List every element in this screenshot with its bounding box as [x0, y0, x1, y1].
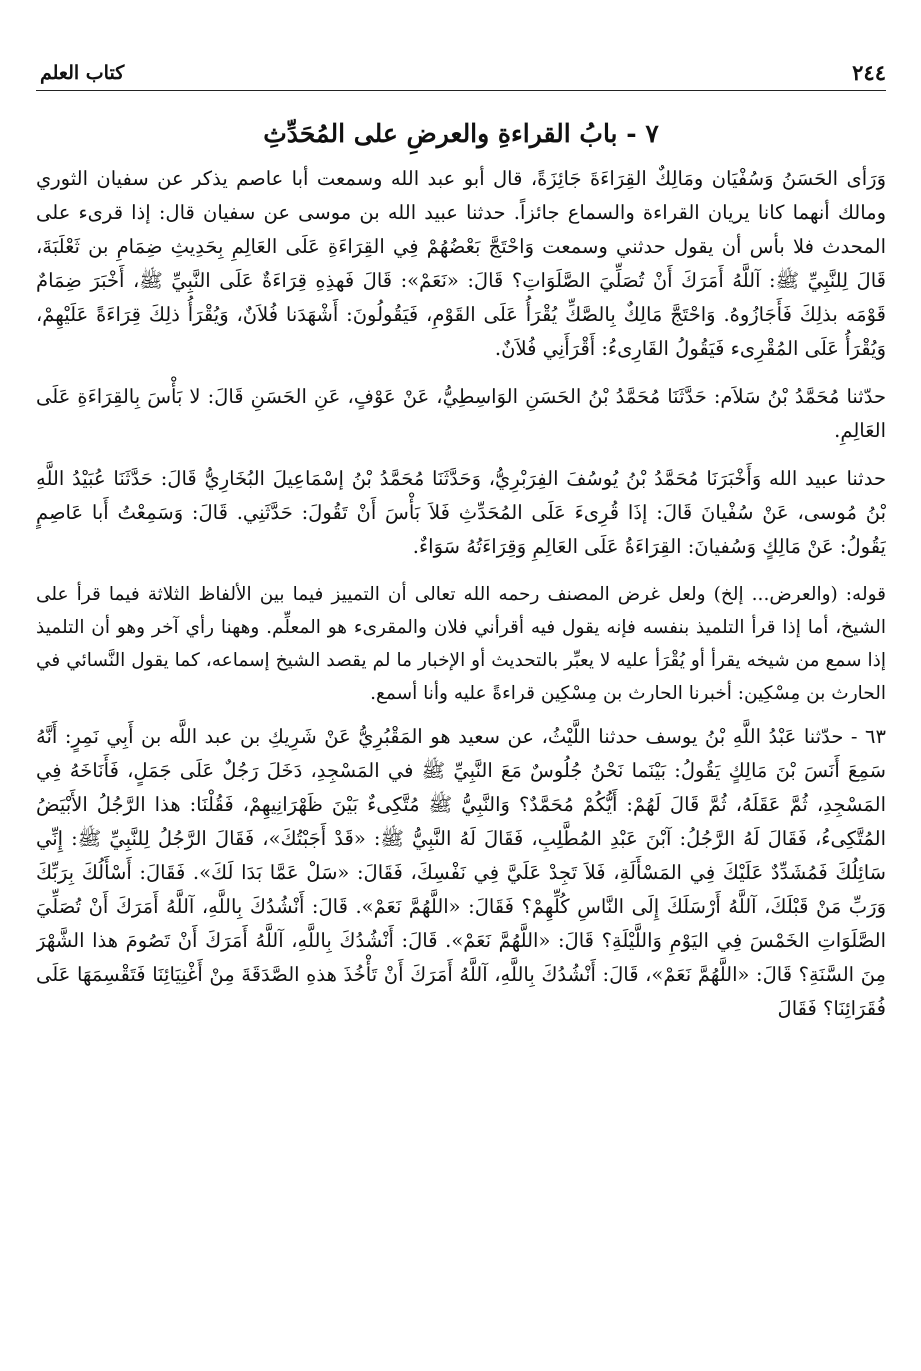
paragraph-commentary: قوله: (والعرض... إلخ) ولعل غرض المصنف رحمه الله تعالى أن التمييز فيما بين الألفاظ الثلاثة فيما قرأ على الشيخ، أما إذا قرأ التلميذ بنفسه فإنه يقول فيه أقرأني فلان والمقرىء هو المعلِّم. وههنا رأي آخر وهو أن التلميذ إذا سمع من شيخه يقرأ أو يُقْرَأ عليه لا يعبِّر بالتحديث أو الإخبار ما لم يقصد الشيخ إسماعه، كما يقول النَّسائي في الحارث بن مِسْكِين: أخبرنا الحارث بن مِسْكِين قراءةً عليه وأنا أسمع.: [36, 584, 886, 704]
paragraph-chapter-intro: وَرَأى الحَسَنُ وَسُفْيَان ومَالِكٌ القِرَاءَةَ جَائِزَةً، قال أبو عبد الله وسمعت أبا عاصم يذكر عن سفيان الثوري ومالك أنهما كانا يريان القراءة والسماع جائزاً. حدثنا عبيد الله بن موسى عن سفيان قال: إذا قرىء على المحدث فلا بأس أن يقول حدثني وسمعت وَاحْتَجَّ بَعْضُهُمْ فِي القِرَاءَةِ عَلَى العَالِمِ بِحَدِيثِ ضِمَامِ بن ثَعْلَبَةَ، قَالَ لِلنَّبِيِّ ﷺ: آللَّهُ أَمَرَكَ أَنْ تُصَلِّيَ الصَّلَوَاتِ؟ قَالَ: «نَعَمْ»: قَالَ فَهذِهِ قِرَاءَةٌ عَلَى النَّبِيِّ ﷺ، أَخْبَرَ ضِمَامٌ قَوْمَه بذلِكَ فَأَجَازُوهُ. وَاحْتَجَّ مَالِكٌ بِالصَّكِّ يُقْرَأُ عَلَى القَوْمِ، فَيَقُولُونَ: أَشْهَدَنا فُلاَنٌ، وَيُقْرَأُ ذلِكَ قِرَاءَةً عَلَيْهِمْ، وَيُقْرَأُ عَلَى المُقْرِىء فَيَقُولُ القَارِىءُ: أَقْرَأَنِي فُلاَنٌ.: [36, 167, 886, 360]
page-number: ٢٤٤: [852, 60, 886, 85]
book-title: كتاب العلم: [40, 62, 125, 84]
paragraph-hadith-63: ٦٣ - حدّثنا عَبْدُ اللَّهِ بْنُ يوسف حدثنا اللَّيْثُ، عن سعيد هو المَقْبُرِيُّ عَنْ شَرِيكِ بن عبد اللَّه بن أَبِي نَمِرٍ: أَنَّهُ سَمِعَ أَنَسَ بْنَ مَالِكٍ يَقُولُ: بَيْنَما نَحْنُ جُلُوسٌ مَعَ النَّبِيِّ ﷺ في المَسْجِدِ، دَخَلَ رَجُلٌ عَلَى جَمَلٍ، فَأَنَاخَهُ فِي المَسْجِدِ، ثُمَّ عَقَلَهُ، ثُمَّ قَالَ لَهُمْ: أَيُّكُمْ مُحَمَّدٌ؟ وَالنَّبِيُّ ﷺ مُتَّكِىءٌ بَيْنَ ظَهْرَانِيهِمْ، فَقُلْنَا: هذا الرَّجُلُ الأَبْيَضُ المُتَّكِىءُ، فَقَالَ لَهُ الرَّجُلُ: آبْنَ عَبْدِ المُطَّلِبِ، فَقَالَ لَهُ النَّبِيُّ ﷺ: «قَدْ أَجَبْتُكَ»، فَقَالَ الرَّجُلُ لِلنَّبِيِّ ﷺ: إِنِّي سَائِلُكَ فَمُشَدِّدٌ عَلَيْكَ فِي المَسْأَلَةِ، فَلاَ تَجِدْ عَلَيَّ فِي نَفْسِكَ، فَقَالَ: «سَلْ عَمَّا بَدَا لَكَ». فَقَالَ: أَسْأَلُكَ بِرَبِّكَ وَرَبِّ مَنْ قَبْلَكَ، آللَّهُ أَرْسَلَكَ إِلَى النَّاسِ كُلِّهِمْ؟ فَقَالَ: «اللَّهُمَّ نَعَمْ». قَالَ: أَنْشُدُكَ بِاللَّهِ، آللَّهُ أَمَرَكَ أَنْ تُصَلِّيَ الصَّلَوَاتِ الخَمْسَ فِي اليَوْمِ وَاللَّيْلَةِ؟ قَالَ: «اللَّهُمَّ نَعَمْ». قَالَ: أَنْشُدُكَ بِاللَّهِ، آللَّهُ أَمَرَكَ أَنْ تَصُومَ هذا الشَّهْرَ مِنَ السَّنَةِ؟ قَالَ: «اللَّهُمَّ نَعَمْ»، قَالَ: أَنْشُدُكَ بِاللَّهِ، آللَّهُ أَمَرَكَ أَنْ تَأْخُذَ هذهِ الصَّدَقَةَ مِنْ أَغْنِيَائِنَا فَتَقْسِمَهَا عَلَى فُقَرَائِنَا؟ فَقَالَ: [36, 725, 886, 1020]
paragraph-spacer: [36, 448, 886, 462]
paragraph-spacer: [36, 564, 886, 578]
book-page: [36, 56, 886, 1356]
paragraph-spacer: [36, 366, 886, 380]
chapter-title: ٧ - بابُ القراءةِ والعرضِ على المُحَدِّثِ: [263, 119, 659, 148]
paragraph-isnad-1: حدّثنا مُحَمَّدُ بْنُ سَلاَم: حَدَّثَنَا مُحَمَّدُ بْنُ الحَسَنِ الوَاسِطِيُّ، عَنْ عَوْفٍ، عَنِ الحَسَنِ قَالَ: لا بَأْسَ بِالقِرَاءَةِ عَلَى العَالِمِ.: [36, 385, 886, 442]
page-header: [36, 56, 886, 91]
paragraph-spacer: [36, 710, 886, 720]
paragraph-isnad-2: حدثنا عبيد الله وَأَخْبَرَنَا مُحَمَّدُ بْنُ يُوسُفَ الفِرَبْرِيُّ، وَحَدَّثَنَا مُحَمَّدُ بْنُ إسْمَاعِيلَ البُخَارِيُّ قَالَ: حَدَّثَنَا عُبَيْدُ اللَّهِ بْنُ مُوسى، عَنْ سُفْيانَ قَالَ: إذَا قُرِىءَ عَلَى المُحَدِّثِ فَلاَ بَأْسَ أَنْ تَقُولَ: حَدَّثَنِي. قَالَ: وَسَمِعْتُ أَبا عَاصِمٍ يَقُولُ: عَنْ مَالِكٍ وَسُفيانَ: القِرَاءَةُ عَلَى العَالِمِ وَقِرَاءَتُهُ سَوَاءٌ.: [36, 467, 886, 558]
